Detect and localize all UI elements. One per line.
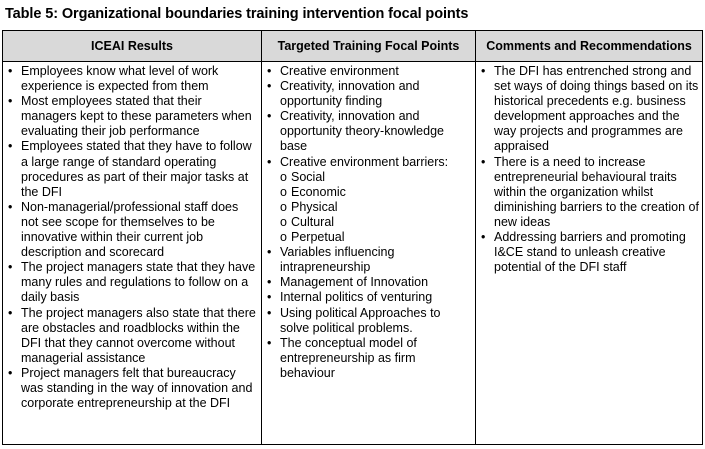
list-item: • Most employees stated that their managers kept to these parameters when evaluating their job performance — [6, 94, 259, 139]
sublist-item — [280, 185, 473, 200]
list-item: • There is a need to increase entrepreneurial behavioural traits within the organization whilst diminishing barriers to the creation of new ideas — [479, 155, 700, 230]
barrier-label: Perpetual — [291, 230, 345, 245]
comments-list — [479, 64, 700, 275]
focal-points-list — [265, 64, 473, 381]
sublist-item — [280, 170, 473, 185]
header-comments-recommendations: Comments and Recommendations — [476, 31, 703, 62]
list-item: • The project managers also state that there are obstacles and roadblocks within the DFI that they cannot overcome without managerial assistance — [6, 306, 259, 366]
circle-bullet-icon: o — [280, 169, 287, 184]
header-targeted-training-focal-points: Targeted Training Focal Points — [262, 31, 476, 62]
circle-bullet-icon: o — [280, 184, 287, 199]
barrier-label: Economic — [291, 184, 346, 199]
barriers-heading: Creative environment barriers: — [280, 154, 449, 169]
list-item: • The project managers state that they have many rules and regulations to follow on a daily basis — [6, 260, 259, 305]
list-item: • Project managers felt that bureaucracy was standing in the way of innovation and corporate entrepreneurship at the DFI — [6, 366, 259, 411]
list-item: • Non-managerial/professional staff does not see scope for themselves to be innovative within their current job description and scorecard — [6, 200, 259, 260]
focal-points-table — [2, 30, 703, 445]
header-iceai-results: ICEAI Results — [3, 31, 262, 62]
table-row — [3, 62, 703, 445]
list-item: • Addressing barriers and promoting I&CE stand to unleash creative potential of the DFI staff — [479, 230, 700, 275]
table-caption: Table 5: Organizational boundaries training intervention focal points — [5, 6, 469, 22]
cell-focal-points — [262, 62, 476, 445]
cell-iceai-results — [3, 62, 262, 445]
list-item: • Variables influencing intrapreneurship — [265, 245, 473, 275]
list-item-barriers — [265, 155, 473, 246]
list-item: • Internal politics of venturing — [265, 290, 473, 305]
barrier-label: Social — [291, 169, 326, 184]
list-item: • Creative environment — [265, 64, 473, 79]
sublist-item — [280, 215, 473, 230]
list-item: • Using political Approaches to solve political problems. — [265, 306, 473, 336]
list-item: • The DFI has entrenched strong and set ways of doing things based on its historical precedents e.g. business development approaches and the way projects and programmes are appraised — [479, 64, 700, 155]
list-item: • The conceptual model of entrepreneurship as firm behaviour — [265, 336, 473, 381]
sublist-item — [280, 230, 473, 245]
barrier-label: Physical — [291, 199, 338, 214]
sublist-item — [280, 200, 473, 215]
list-item: • Employees stated that they have to follow a large range of standard operating procedures as part of their major tasks at the DFI — [6, 139, 259, 199]
list-item: • Creativity, innovation and opportunity theory-knowledge base — [265, 109, 473, 154]
barrier-label: Cultural — [291, 214, 335, 229]
table-header-row — [3, 31, 703, 62]
list-item: • Management of Innovation — [265, 275, 473, 290]
list-item: • Creativity, innovation and opportunity finding — [265, 79, 473, 109]
circle-bullet-icon: o — [280, 214, 287, 229]
barriers-sublist — [280, 170, 473, 245]
list-item: • Employees know what level of work experience is expected from them — [6, 64, 259, 94]
cell-comments — [476, 62, 703, 445]
iceai-results-list — [6, 64, 259, 411]
circle-bullet-icon: o — [280, 199, 287, 214]
circle-bullet-icon: o — [280, 230, 287, 245]
